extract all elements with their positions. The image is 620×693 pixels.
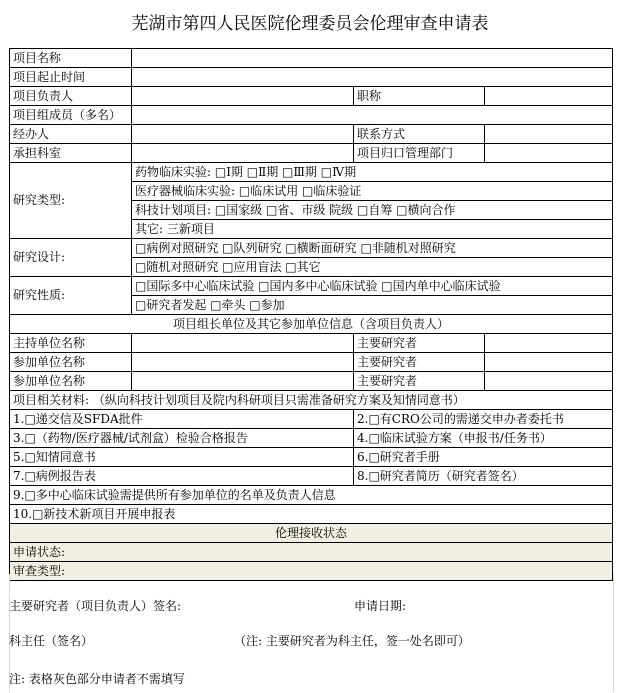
project-period-field[interactable]	[132, 68, 613, 87]
director-signature-label: 科主任（签名）	[9, 634, 94, 648]
material-item-8[interactable]: 8.□研究者简历（研究者签名）	[354, 467, 613, 486]
research-nature-line1[interactable]: □国际多中心临床试验 □国内多中心临床试验 □国内单中心临床试验	[132, 277, 613, 296]
participant2-investigator-field[interactable]	[485, 372, 613, 391]
research-type-label: 研究类型:	[10, 163, 132, 239]
material-item-7[interactable]: 7.□病例报告表	[10, 467, 354, 486]
members-field[interactable]	[132, 106, 613, 125]
material-item-1[interactable]: 1.□递交信及SFDA批件	[10, 410, 354, 429]
host-investigator-label: 主要研究者	[354, 334, 485, 353]
participant1-field[interactable]	[132, 353, 354, 372]
pi-signature-row	[9, 597, 612, 614]
handler-field[interactable]	[132, 125, 354, 144]
mgmt-dept-label: 项目归口管理部门	[354, 144, 485, 163]
research-nature-label: 研究性质:	[10, 277, 132, 315]
project-name-field[interactable]	[132, 49, 613, 68]
ethics-status: 申请状态:	[10, 543, 613, 562]
dept-label: 承担科室	[10, 144, 132, 163]
project-name-label: 项目名称	[10, 49, 132, 68]
material-item-2[interactable]: 2.□有CRO公司的需递交申办者委托书	[354, 410, 613, 429]
apply-date-label: 申请日期:	[354, 599, 407, 613]
handler-label: 经办人	[10, 125, 132, 144]
row-project-period	[10, 68, 613, 87]
contact-field[interactable]	[485, 125, 613, 144]
material-item-4[interactable]: 4.□临床试验方案（申报书/任务书）	[354, 429, 613, 448]
title-label: 职称	[354, 87, 485, 106]
leader-label: 项目负责人	[10, 87, 132, 106]
pi-signature-label: 主要研究者（项目负责人）签名:	[9, 599, 182, 613]
research-type-other[interactable]: 其它: 三新项目	[132, 220, 613, 239]
participant1-investigator-label: 主要研究者	[354, 353, 485, 372]
leader-field[interactable]	[132, 87, 354, 106]
ethics-header: 伦理接收状态	[10, 524, 613, 543]
research-nature-line2[interactable]: □研究者发起 □牵头 □参加	[132, 296, 613, 315]
research-type-device[interactable]: 医疗器械临床实验: □临床试用 □临床验证	[132, 182, 613, 201]
row-project-name	[10, 49, 613, 68]
form-title: 芜湖市第四人民医院伦理委员会伦理审查申请表	[131, 14, 489, 34]
participant2-investigator-label: 主要研究者	[354, 372, 485, 391]
mgmt-dept-field[interactable]	[485, 144, 613, 163]
research-type-drug[interactable]: 药物临床实验: □Ⅰ期 □Ⅱ期 □Ⅲ期 □Ⅳ期	[132, 163, 613, 182]
participant2-field[interactable]	[132, 372, 354, 391]
research-type-plan[interactable]: 科技计划项目: □国家级 □省、市级 院级 □自筹 □横向合作	[132, 201, 613, 220]
host-unit-field[interactable]	[132, 334, 354, 353]
participant1-label: 参加单位名称	[10, 353, 132, 372]
material-item-5[interactable]: 5.□知情同意书	[10, 448, 354, 467]
participant1-investigator-field[interactable]	[485, 353, 613, 372]
research-design-label: 研究设计:	[10, 239, 132, 277]
research-design-line2[interactable]: □随机对照研究 □应用盲法 □其它	[132, 258, 613, 277]
material-item-6[interactable]: 6.□研究者手册	[354, 448, 613, 467]
project-period-label: 项目起止时间	[10, 68, 132, 87]
members-label: 项目组成员（多名）	[10, 106, 132, 125]
units-header: 项目组长单位及其它参加单位信息（含项目负责人）	[10, 315, 613, 334]
host-unit-label: 主持单位名称	[10, 334, 132, 353]
research-design-line1[interactable]: □病例对照研究 □队列研究 □横断面研究 □非随机对照研究	[132, 239, 613, 258]
title-field[interactable]	[485, 87, 613, 106]
row-handler	[10, 125, 613, 144]
material-item-3[interactable]: 3.□（药物/医疗器械/试剂盒）检验合格报告	[10, 429, 354, 448]
dept-field[interactable]	[132, 144, 354, 163]
row-leader	[10, 87, 613, 106]
ethics-review-type: 审查类型:	[10, 562, 613, 581]
host-investigator-field[interactable]	[485, 334, 613, 353]
gray-note: 注: 表格灰色部分申请者不需填写	[9, 672, 185, 686]
material-item-10[interactable]: 10.□新技术新项目开展申报表	[10, 505, 613, 524]
participant2-label: 参加单位名称	[10, 372, 132, 391]
application-table	[9, 48, 613, 581]
contact-label: 联系方式	[354, 125, 485, 144]
row-dept	[10, 144, 613, 163]
row-members	[10, 106, 613, 125]
sign-note: （注: 主要研究者为科主任，签一处名即可）	[234, 634, 470, 648]
materials-header: 项目相关材料: （纵向科技计划项目及院内科研项目只需准备研究方案及知情同意书）	[10, 391, 613, 410]
material-item-9[interactable]: 9.□多中心临床试验需提供所有参加单位的名单及负责人信息	[10, 486, 613, 505]
director-signature-row	[9, 632, 612, 649]
